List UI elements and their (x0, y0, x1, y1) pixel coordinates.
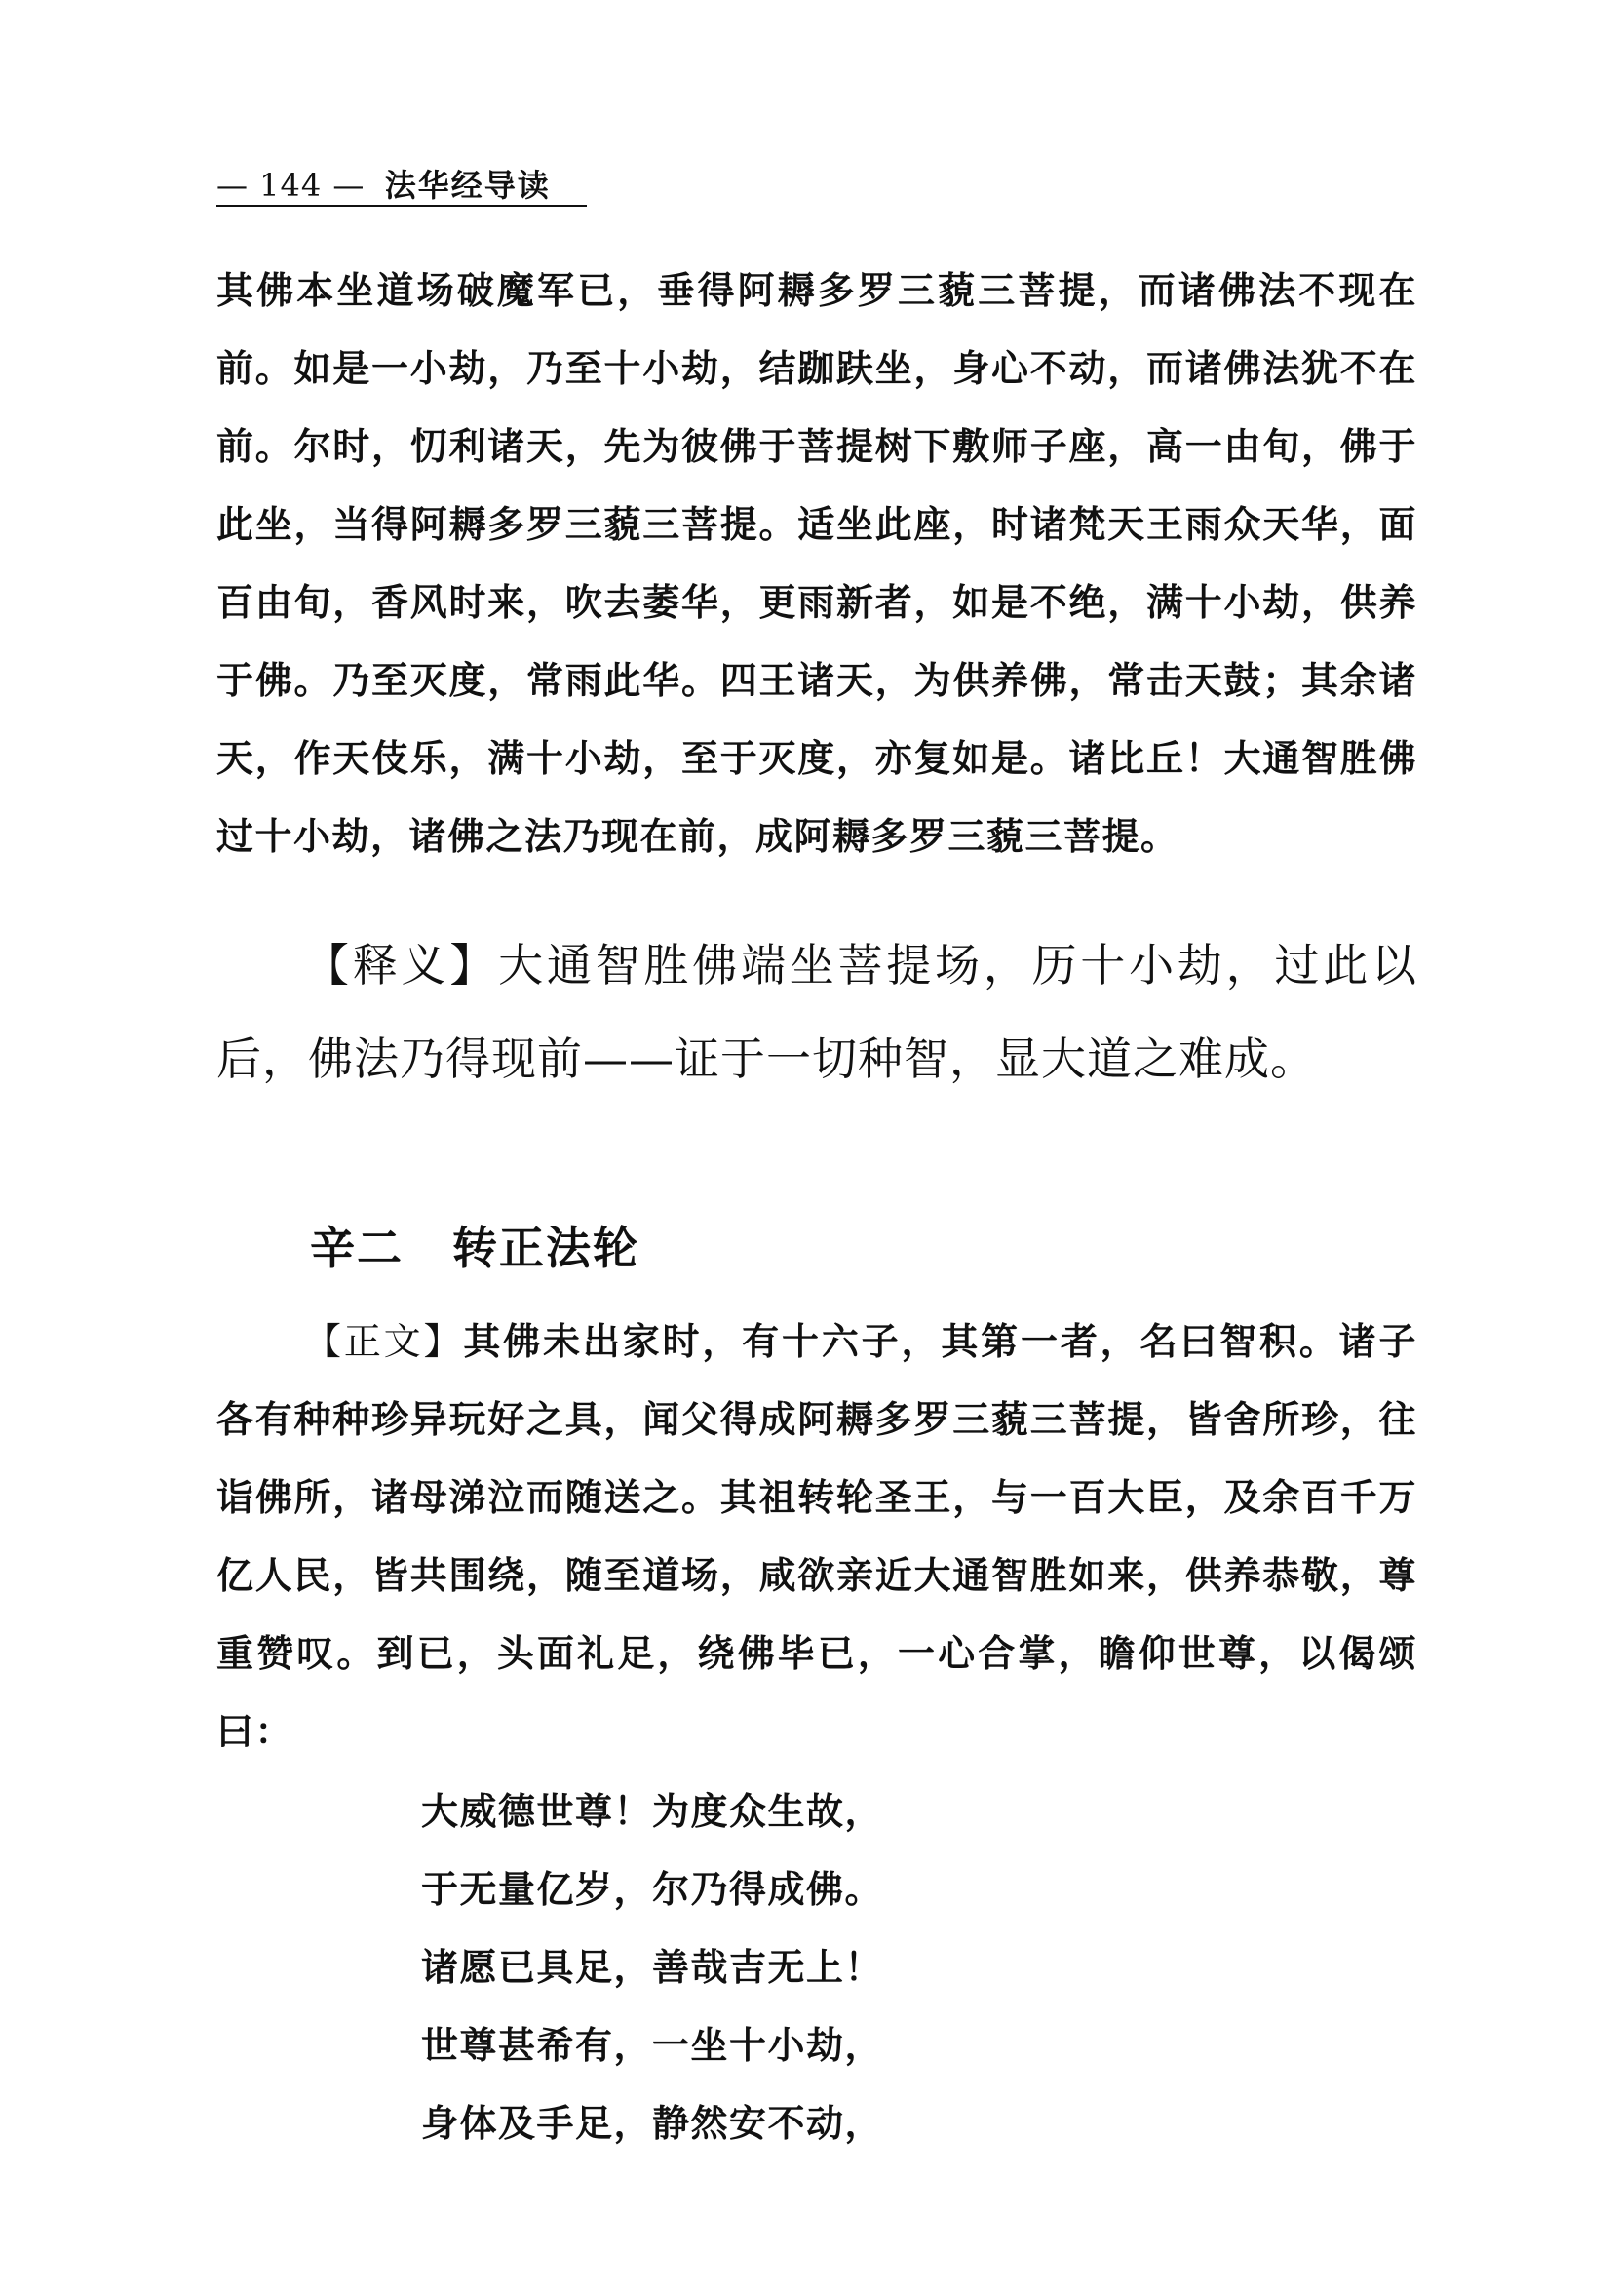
scripture-label: 【正文】 (304, 1320, 464, 1363)
commentary-text: 大通智胜佛端坐菩提场，历十小劫，过此以后，佛法乃得现前——证于一切种智，显大道之难成。 (216, 939, 1418, 1085)
commentary-label: 【释义】 (304, 939, 499, 992)
verse-line: 身体及手足，静然安不动， (421, 2102, 884, 2145)
section-title: 转正法轮 (452, 1222, 639, 1274)
scripture-paragraph-1: 其佛本坐道场破魔军已，垂得阿耨多罗三藐三菩提，而诸佛法不现在前。如是一小劫，乃至十小劫，结跏趺坐，身心不动，而诸佛法犹不在前。尔时，忉利诸天，先为彼佛于菩提树下敷师子座，高一由旬，佛于此坐，当得阿耨多罗三藐三菩提。适坐此座，时诸梵天王雨众天华，面百由旬，香风时来，吹去萎华，更雨新者，如是不绝，满十小劫，供养于佛。乃至灭度，常雨此华。四王诸天，为供养佛，常击天鼓；其余诸天，作天伎乐，满十小劫，至于灭度，亦复如是。诸比丘！大通智胜佛过十小劫，诸佛之法乃现在前，成阿耨多罗三藐三菩提。 (216, 269, 1417, 858)
verse-line: 世尊甚希有，一坐十小劫， (421, 2024, 884, 2067)
verse-line: 大威德世尊！为度众生故， (421, 1790, 884, 1833)
page-number: — 144 — (216, 167, 366, 204)
section-number: 辛二 (310, 1222, 404, 1274)
verse-block (421, 1772, 1103, 2162)
commentary-paragraph (216, 918, 1417, 1106)
verse-line: 于无量亿岁，尔乃得成佛。 (421, 1868, 884, 1911)
section-heading (310, 1219, 639, 1277)
scripture-text: 其佛未出家时，有十六子，其第一者，名曰智积。诸子各有种种珍异玩好之具，闻父得成阿耨多罗三藐三菩提，皆舍所珍，往诣佛所，诸母涕泣而随送之。其祖转轮圣王，与一百大臣，及余百千万亿人民，皆共围绕，随至道场，咸欲亲近大通智胜如来，供养恭敬，尊重赞叹。到已，头面礼足，绕佛毕已，一心合掌，瞻仰世尊，以偈颂曰： (216, 1320, 1417, 1753)
book-title: 法华经导读 (384, 167, 551, 204)
verse-line: 诸愿已具足，善哉吉无上！ (421, 1946, 884, 1989)
header-rule (216, 205, 587, 207)
scripture-paragraph-2 (216, 1303, 1417, 1771)
running-header (216, 166, 551, 205)
